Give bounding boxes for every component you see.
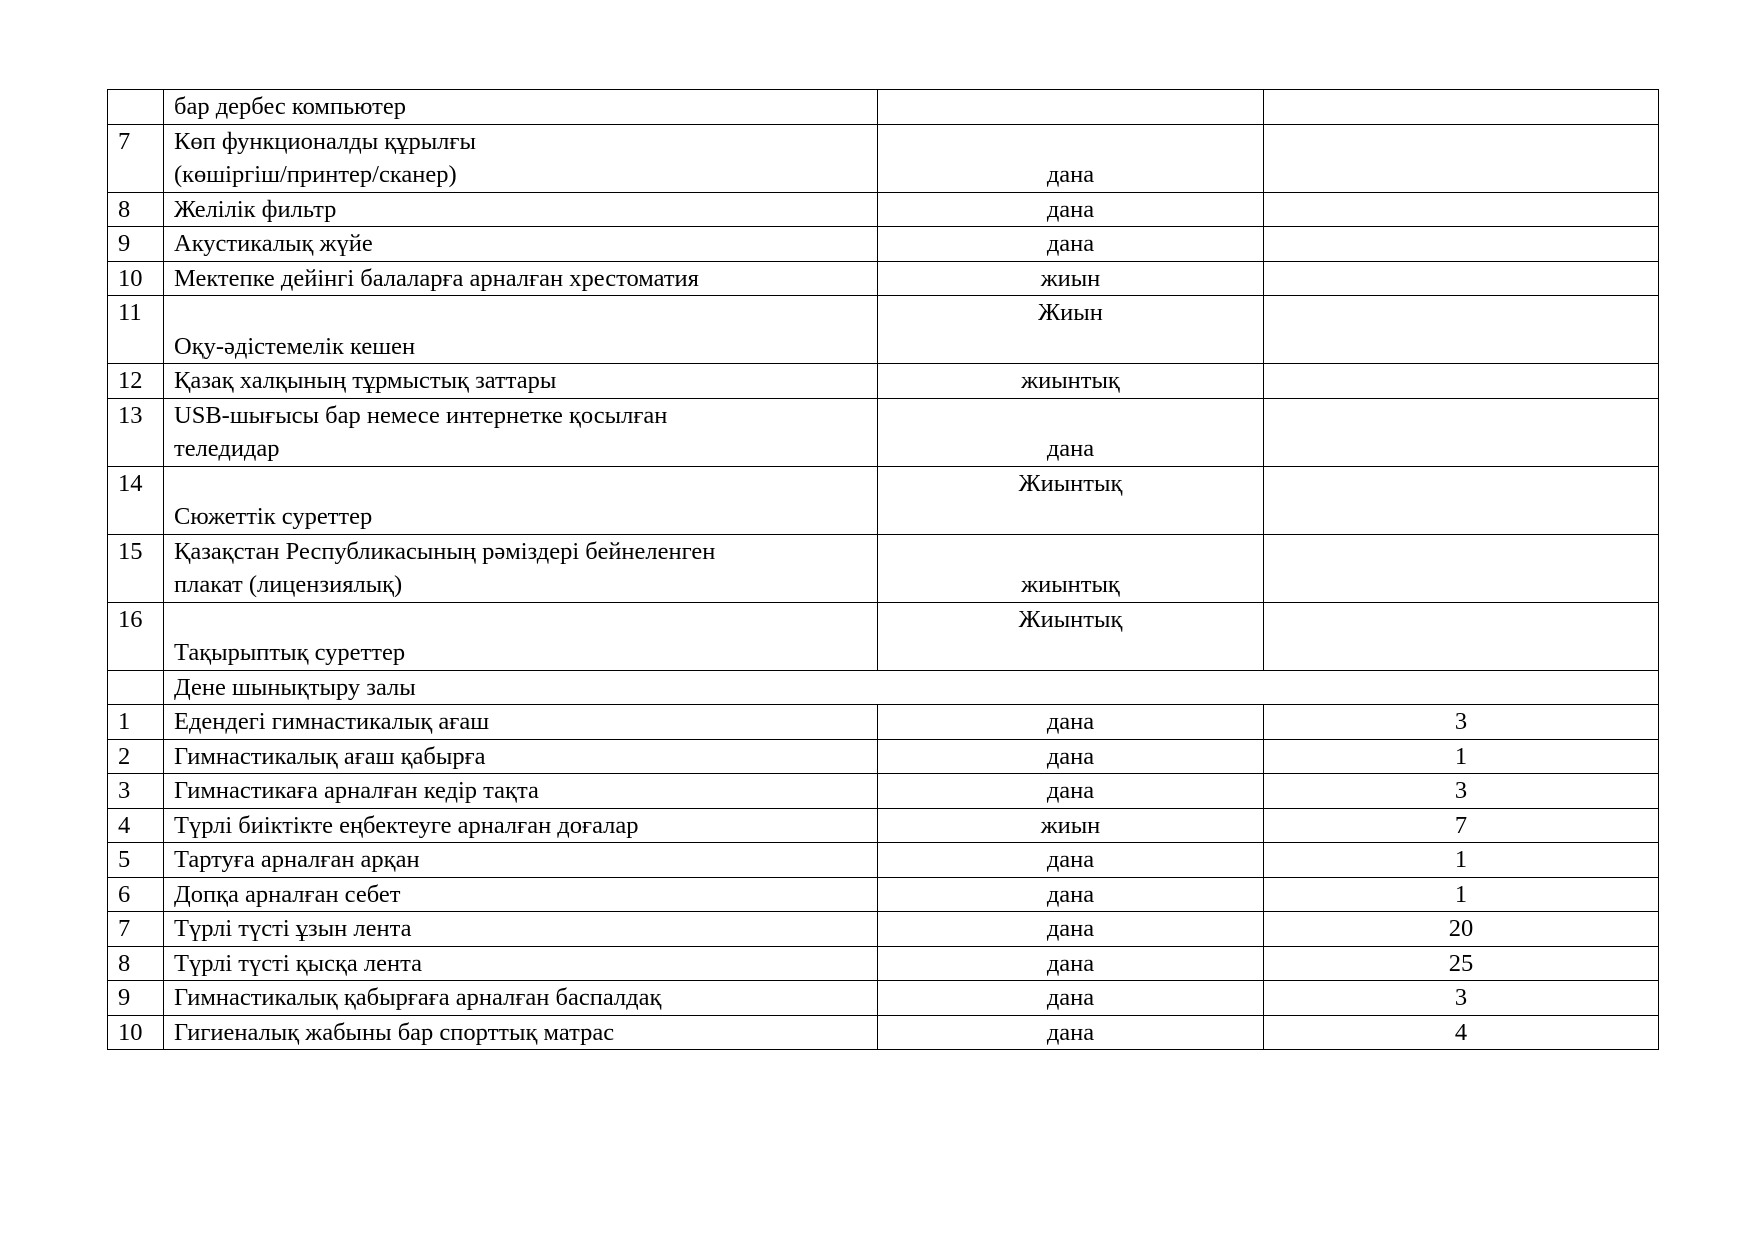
item-name — [164, 261, 878, 296]
item-unit: дана — [878, 1015, 1264, 1050]
item-name-line: бар дербес компьютер — [174, 93, 406, 120]
row-number: 6 — [108, 877, 164, 912]
item-quantity: 3 — [1264, 981, 1659, 1016]
row-number: 5 — [108, 843, 164, 878]
equipment-table — [107, 89, 1659, 1050]
item-unit: жиын — [878, 261, 1264, 296]
row-number: 15 — [108, 534, 164, 602]
item-quantity: 20 — [1264, 912, 1659, 947]
item-name-line: Оқу-әдістемелік кешен — [174, 332, 416, 360]
item-name-line: теледидар — [174, 435, 280, 462]
row-number: 10 — [108, 261, 164, 296]
item-name-line: Тақырыптық суреттер — [174, 639, 406, 666]
row-number: 3 — [108, 774, 164, 809]
item-name-line: Сюжеттік суреттер — [174, 503, 373, 530]
item-quantity — [1264, 192, 1659, 227]
item-unit: дана — [878, 739, 1264, 774]
item-name — [164, 466, 878, 534]
table-row — [108, 946, 1659, 981]
table-row — [108, 466, 1659, 534]
item-name: Түрлі түсті қысқа лента — [164, 946, 878, 981]
section-header-row — [108, 670, 1659, 705]
item-quantity — [1264, 124, 1659, 192]
item-unit — [878, 90, 1264, 125]
table-row — [108, 705, 1659, 740]
item-quantity — [1264, 227, 1659, 262]
item-name-line: USB-шығысы бар немесе интернетке қосылған — [174, 401, 668, 429]
table-row — [108, 877, 1659, 912]
table-row — [108, 843, 1659, 878]
section-title: Дене шынықтыру залы — [164, 670, 1659, 705]
item-name-line: Желілік фильтр — [174, 195, 337, 223]
item-unit: жиынтық — [878, 364, 1264, 399]
row-number: 16 — [108, 602, 164, 670]
table-row — [108, 774, 1659, 809]
item-quantity — [1264, 534, 1659, 602]
item-unit: дана — [878, 912, 1264, 947]
item-name — [164, 398, 878, 466]
item-name: Гимнастикалық ағаш қабырға — [164, 739, 878, 774]
item-name-line — [174, 603, 867, 637]
table-row — [108, 808, 1659, 843]
item-name-line: Мектепке дейінгі балаларға арналған хрестоматия — [174, 264, 699, 292]
table-row — [108, 739, 1659, 774]
item-quantity — [1264, 261, 1659, 296]
item-name — [164, 124, 878, 192]
row-number — [108, 90, 164, 125]
row-number: 4 — [108, 808, 164, 843]
item-quantity: 1 — [1264, 739, 1659, 774]
item-name: Допқа арналған себет — [164, 877, 878, 912]
item-quantity: 1 — [1264, 877, 1659, 912]
item-quantity: 25 — [1264, 946, 1659, 981]
row-number: 1 — [108, 705, 164, 740]
item-name — [164, 602, 878, 670]
item-name: Тартуға арналған арқан — [164, 843, 878, 878]
table-row — [108, 124, 1659, 192]
item-unit: Жиын — [878, 296, 1264, 364]
item-unit: дана — [878, 774, 1264, 809]
row-number: 9 — [108, 227, 164, 262]
item-name — [164, 90, 878, 125]
item-name — [164, 364, 878, 399]
table-row — [108, 192, 1659, 227]
item-unit: дана — [878, 398, 1264, 466]
table-row — [108, 261, 1659, 296]
table-row — [108, 90, 1659, 125]
row-number: 9 — [108, 981, 164, 1016]
item-quantity — [1264, 296, 1659, 364]
item-name — [164, 534, 878, 602]
equipment-table-body — [108, 90, 1659, 1050]
item-quantity: 4 — [1264, 1015, 1659, 1050]
item-unit: дана — [878, 124, 1264, 192]
item-quantity: 3 — [1264, 774, 1659, 809]
item-unit: дана — [878, 227, 1264, 262]
item-name-line: Акустикалық жүйе — [174, 230, 373, 257]
item-unit: дана — [878, 705, 1264, 740]
item-quantity: 1 — [1264, 843, 1659, 878]
item-name-line: Қазақстан Республикасының рәміздері бейнеленген — [174, 537, 716, 565]
table-row — [108, 1015, 1659, 1050]
item-name-line — [174, 296, 867, 330]
item-name — [164, 296, 878, 364]
item-quantity — [1264, 466, 1659, 534]
table-row — [108, 912, 1659, 947]
item-name: Түрлі биіктікте еңбектеуге арналған доғалар — [164, 808, 878, 843]
item-unit: дана — [878, 946, 1264, 981]
item-name — [164, 227, 878, 262]
row-number: 10 — [108, 1015, 164, 1050]
table-row — [108, 981, 1659, 1016]
item-name-line — [174, 467, 867, 501]
item-quantity — [1264, 602, 1659, 670]
table-row — [108, 227, 1659, 262]
item-name: Гимнастикаға арналған кедір тақта — [164, 774, 878, 809]
item-name-line: плакат (лицензиялық) — [174, 571, 403, 598]
row-number: 8 — [108, 192, 164, 227]
item-name-line: (көшіргіш/принтер/сканер) — [174, 161, 457, 188]
row-number: 13 — [108, 398, 164, 466]
table-row — [108, 398, 1659, 466]
item-quantity: 7 — [1264, 808, 1659, 843]
item-quantity — [1264, 364, 1659, 399]
item-unit: Жиынтық — [878, 466, 1264, 534]
row-number: 14 — [108, 466, 164, 534]
table-row — [108, 534, 1659, 602]
row-number: 2 — [108, 739, 164, 774]
item-unit: жиын — [878, 808, 1264, 843]
table-row — [108, 296, 1659, 364]
item-name: Гимнастикалық қабырғаға арналған баспалдақ — [164, 981, 878, 1016]
item-unit: дана — [878, 877, 1264, 912]
item-unit: дана — [878, 192, 1264, 227]
item-unit: жиынтық — [878, 534, 1264, 602]
item-name-line: Қазақ халқының тұрмыстық заттары — [174, 367, 557, 394]
item-name — [164, 192, 878, 227]
item-quantity — [1264, 90, 1659, 125]
item-unit: дана — [878, 843, 1264, 878]
section-number-cell — [108, 670, 164, 705]
row-number: 11 — [108, 296, 164, 364]
item-quantity — [1264, 398, 1659, 466]
item-unit: дана — [878, 981, 1264, 1016]
item-name: Гигиеналық жабыны бар спорттық матрас — [164, 1015, 878, 1050]
item-name: Едендегі гимнастикалық ағаш — [164, 705, 878, 740]
item-quantity: 3 — [1264, 705, 1659, 740]
item-unit: Жиынтық — [878, 602, 1264, 670]
table-row — [108, 602, 1659, 670]
item-name: Түрлі түсті ұзын лента — [164, 912, 878, 947]
row-number: 8 — [108, 946, 164, 981]
table-row — [108, 364, 1659, 399]
row-number: 7 — [108, 912, 164, 947]
row-number: 7 — [108, 124, 164, 192]
item-name-line: Көп функционалды құрылғы — [174, 127, 476, 155]
row-number: 12 — [108, 364, 164, 399]
